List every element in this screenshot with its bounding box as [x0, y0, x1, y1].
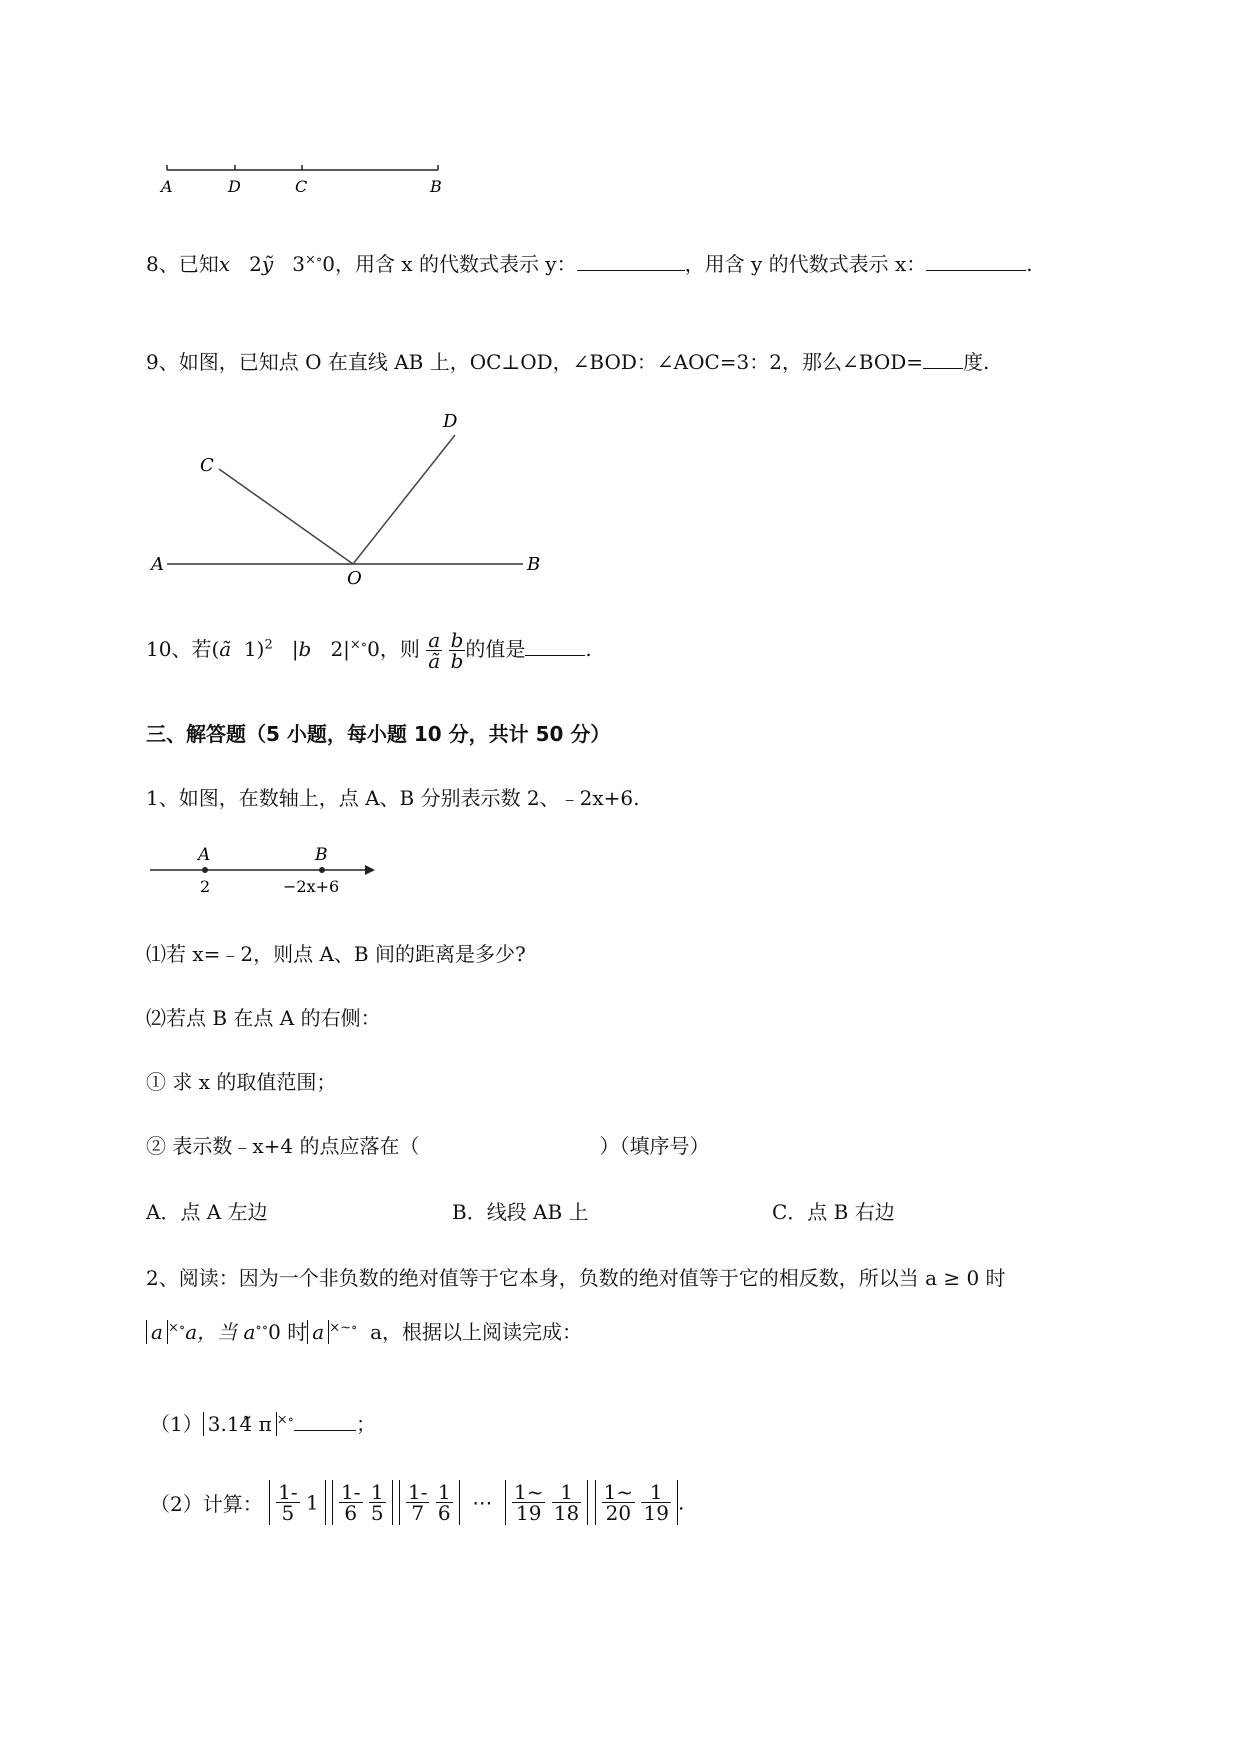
abs-term: $\frac{1-}{7}$ $\frac{1}{6}$	[399, 1480, 460, 1525]
number-line-figure	[145, 840, 385, 900]
question-9: 9、如图，已知点 O 在直线 AB 上，OC⊥OD，∠BOD：∠AOC=3：2，那么∠BOD= 度.	[146, 350, 990, 374]
answer-blank[interactable]	[926, 252, 1026, 271]
problem-2-sub-1: （1） 3.14̃ π ×∘ ；	[150, 1412, 377, 1436]
point-c-label: C	[295, 177, 308, 196]
problem-1-item-2: ② 表示数﹣x+4 的点应落在（ ）（填序号）	[146, 1134, 710, 1158]
problem-2-sub-2: （2）计算： $\frac{1-}{5}$ 1 $\frac{1-}{6}$ $\frac{1}{5}$ $\frac{1-}{7}$ $\frac{1}{6}$ ⋯ $\frac{1\sim}{19}$ $\frac{1}{18}$ $\frac{1\sim}{20}$ $\frac{1}{19}$ .	[150, 1480, 685, 1525]
angle-figure	[145, 405, 555, 585]
point-a-label: A	[151, 554, 164, 575]
problem-1-stem: 1、如图，在数轴上，点 A、B 分别表示数 2、﹣2x+6.	[146, 786, 640, 810]
answer-blank[interactable]	[577, 252, 685, 271]
problem-1-sub-2: ⑵若点 B 在点 A 的右侧：	[146, 1006, 381, 1030]
fraction: $\frac{a}{ã}$	[428, 628, 441, 673]
point-b-label: B	[430, 177, 442, 196]
abs-term: $\frac{1-}{6}$ $\frac{1}{5}$	[332, 1480, 393, 1525]
point-d-label: D	[228, 177, 241, 196]
problem-2-line-1: 2、阅读：因为一个非负数的绝对值等于它本身，负数的绝对值等于它的相反数，所以当 a ≥ 0 时	[146, 1266, 1006, 1290]
point-a-label: A	[198, 845, 211, 865]
point-o-label: O	[347, 568, 362, 585]
value-a-label: 2	[200, 877, 211, 896]
answer-blank[interactable]	[923, 350, 963, 369]
point-b-label: B	[527, 554, 541, 575]
point-b-label: B	[315, 845, 328, 865]
abs-term: $\frac{1\sim}{20}$ $\frac{1}{19}$	[595, 1480, 678, 1525]
value-b-label: −2x+6	[283, 877, 340, 896]
question-8: 8、已知x 2ỹ 3×∘0，用含 x 的代数式表示 y： ，用含 y 的代数式表示 x： .	[146, 252, 1033, 276]
fraction: $\frac{b}{b}$	[450, 628, 464, 673]
point-d-label: D	[443, 411, 458, 432]
problem-2-line-2: a ×∘a，当 a∘∘0 时 a ×∼∘ a，根据以上阅读完成：	[146, 1316, 582, 1345]
option-b: B．线段 AB 上	[452, 1200, 589, 1224]
segment-figure	[150, 155, 460, 205]
option-c: C．点 B 右边	[772, 1200, 895, 1224]
point-a-label: A	[161, 177, 173, 196]
point-c-label: C	[200, 455, 214, 476]
answer-blank[interactable]	[294, 1412, 356, 1431]
section-heading: 三、解答题（5 小题，每小题 10 分，共计 50 分）	[146, 722, 611, 746]
option-a: A．点 A 左边	[146, 1200, 268, 1224]
question-10: 10、若(ã 1)$^2$ |b 2|×∘0，则 $\frac{a}{ã}$ $\frac{b}{b}$ 的值是 .	[146, 628, 592, 673]
problem-1-item-1: ① 求 x 的取值范围；	[146, 1070, 337, 1094]
problem-1-sub-1: ⑴若 x=﹣2，则点 A、B 间的距离是多少?	[146, 942, 526, 966]
abs-term: $\frac{1\sim}{19}$ $\frac{1}{18}$	[505, 1480, 588, 1525]
abs-term: $\frac{1-}{5}$ 1	[269, 1480, 326, 1525]
answer-blank[interactable]	[525, 637, 585, 656]
